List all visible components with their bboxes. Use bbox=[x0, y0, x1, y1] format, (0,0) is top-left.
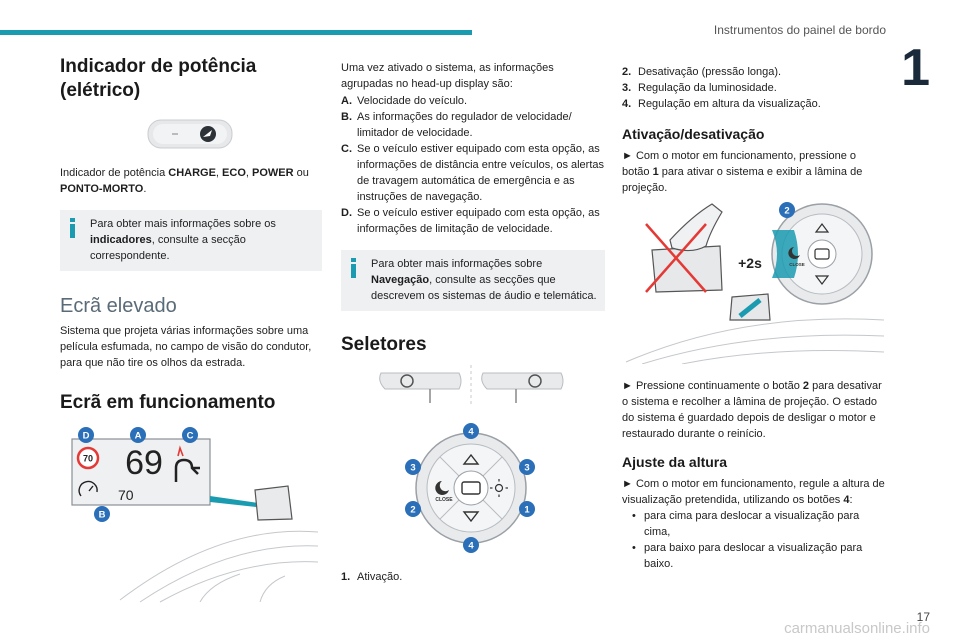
page-number: 17 bbox=[916, 610, 930, 624]
chapter-number: 1 bbox=[901, 39, 930, 97]
callout-3-right: 3 bbox=[524, 462, 530, 474]
list-item: A. Velocidade do veículo. bbox=[341, 95, 468, 107]
list-item: • para cima para deslocar a visualização para cima, bbox=[622, 508, 886, 540]
list-item: 3. Regulação da luminosidade. bbox=[622, 82, 777, 94]
hud-info-intro: Uma vez ativado o sistema, as informações agrupadas no head-up display são: bbox=[341, 62, 554, 90]
info-icon bbox=[351, 258, 356, 278]
head-up-display-heading: Ecrã elevado bbox=[60, 294, 177, 317]
callout-a: A bbox=[134, 430, 142, 442]
activation-text: ► Com o motor em funcionamento, pressione o botão 1 para ativar o sistema e exibir a lâmina de projeção. bbox=[622, 150, 863, 194]
selector-list-continued bbox=[622, 64, 886, 112]
power-indicator-heading: Indicador de potência (elétrico) bbox=[60, 56, 257, 101]
deactivation-illustration bbox=[622, 202, 886, 364]
column-1 bbox=[60, 55, 322, 604]
press-duration-label: +2s bbox=[738, 255, 762, 271]
power-indicator-text: Indicador de potência CHARGE, ECO, POWER ou PONTO-MORTO. bbox=[60, 166, 309, 195]
callout-4-top: 4 bbox=[468, 426, 474, 438]
speed-value: 69 bbox=[125, 444, 163, 483]
display-operation-heading: Ecrã em funcionamento bbox=[60, 391, 276, 413]
list-item: 4. Regulação em altura da visualização. bbox=[622, 98, 821, 110]
close-label: CLOSE bbox=[789, 262, 805, 267]
list-item: C. Se o veículo estiver equipado com esta opção, as informações de distância entre veículos, os alertas de travagem automática de emergência e as instruções de navegação. bbox=[341, 143, 605, 203]
head-up-display-description: Sistema que projeta várias informações sobre uma película esfumada, no campo de visão do condutor, para que não tire os olhos da estrada. bbox=[60, 324, 312, 369]
callout-4-bottom: 4 bbox=[468, 540, 474, 552]
power-indicator-illustration bbox=[60, 115, 322, 155]
height-adjust-text: ► Com o motor em funcionamento, regule a altura de visualização pretendida, utilizando os botões 4: bbox=[622, 478, 885, 506]
list-item: 1. Ativação. bbox=[341, 570, 403, 583]
info-icon bbox=[70, 218, 75, 238]
header-accent-bar bbox=[0, 30, 472, 35]
selectors-illustration bbox=[341, 363, 605, 563]
deactivation-text: ► Pressione continuamente o botão 2 para desativar o sistema e recolher a lâmina de projeção. O estado do sistema é guardado depois de desligar o motor e restaurado durante o reinício. bbox=[622, 380, 882, 440]
info-box-indicators: Para obter mais informações sobre os indicadores, consulte a secção correspondente. bbox=[60, 210, 322, 271]
chapter-title: Instrumentos do painel de bordo bbox=[713, 23, 886, 37]
selectors-heading: Seletores bbox=[341, 334, 427, 355]
close-label: CLOSE bbox=[435, 496, 453, 503]
list-item: 2. Desativação (pressão longa). bbox=[622, 66, 782, 78]
callout-c: C bbox=[186, 430, 194, 442]
hud-illustration bbox=[60, 424, 322, 604]
hud-info-list bbox=[341, 93, 605, 237]
info-box-navigation: Para obter mais informações sobre Navegação, consulte as secções que descrevem os sistemas de áudio e telemática. bbox=[341, 250, 605, 311]
callout-1: 1 bbox=[524, 504, 530, 516]
column-2 bbox=[341, 60, 605, 585]
height-adjust-heading: Ajuste da altura bbox=[622, 454, 728, 470]
column-3 bbox=[622, 64, 886, 572]
callout-2: 2 bbox=[784, 205, 790, 217]
watermark: carmanualsonline.info bbox=[784, 620, 930, 637]
list-item: D. Se o veículo estiver equipado com esta opção, as informações de limitação de velocidade. bbox=[341, 207, 600, 235]
callout-b: B bbox=[98, 509, 106, 521]
callout-3-left: 3 bbox=[410, 462, 416, 474]
list-item: B. As informações do regulador de velocidade/ limitador de velocidade. bbox=[341, 111, 572, 139]
callout-2: 2 bbox=[410, 504, 416, 516]
cruise-speed-value: 70 bbox=[118, 487, 134, 504]
activation-heading: Ativação/desativação bbox=[622, 126, 765, 142]
list-item: • para baixo para deslocar a visualização para baixo. bbox=[622, 540, 886, 572]
speed-limit-value: 70 bbox=[82, 453, 94, 464]
callout-d: D bbox=[82, 430, 90, 442]
